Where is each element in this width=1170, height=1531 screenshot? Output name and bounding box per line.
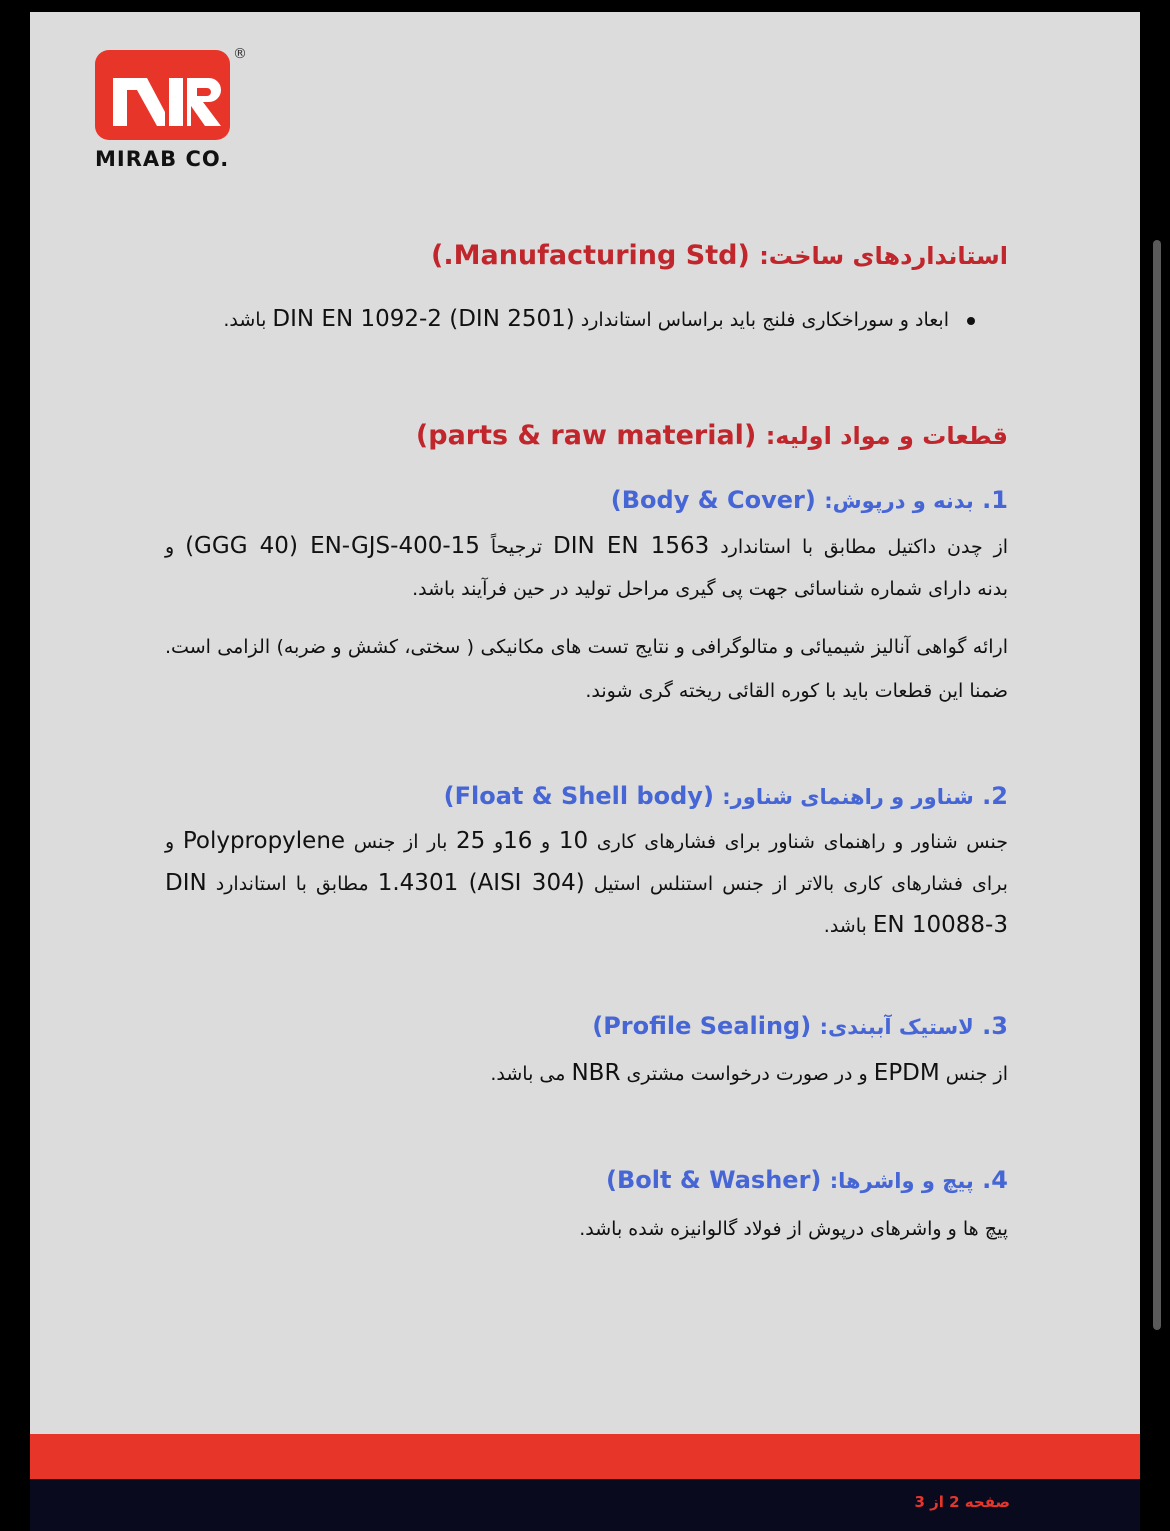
body-cover-line3: ارائه گواهی آنالیز شیمیائی و متالوگرافی و نتایج تست های مکانیکی ( سختی، کشش و ضربه) الزامی است.	[165, 636, 1008, 658]
manufacturing-heading: استانداردهای ساخت: (Manufacturing Std.)	[431, 240, 1008, 271]
bullet-icon	[967, 317, 975, 325]
bolt-line: پیچ ها و واشرهای درپوش از فولاد گالوانیزه شده باشد.	[579, 1218, 1008, 1240]
sealing-heading: 3. لاستیک آببندی: (Profile Sealing)	[592, 1012, 1008, 1040]
parts-heading: قطعات و مواد اولیه: (parts & raw material)	[415, 420, 1008, 451]
body-cover-line2: بدنه دارای شماره شناسائی جهت پی گیری مراحل تولید در حین فرآیند باشد.	[412, 578, 1008, 600]
float-line3: EN 10088-3 باشد.	[823, 912, 1008, 938]
float-heading: 2. شناور و راهنمای شناور: (Float & Shell body)	[443, 782, 1008, 810]
body-cover-line4: ضمنا این قطعات باید با کوره القائی ریخته گری شوند.	[585, 680, 1008, 702]
manufacturing-bullet: ابعاد و سوراخکاری فلنج باید براساس استاندارد DIN EN 1092-2 (DIN 2501) باشد.	[165, 308, 975, 331]
logo-mark	[95, 50, 230, 140]
footer-red-bar	[30, 1434, 1140, 1479]
float-line1: جنس شناور و راهنمای شناور برای فشارهای کاری 10 و 16و 25 بار از جنس Polypropylene و	[165, 828, 1009, 854]
logo-text: MIRAB CO.	[95, 147, 230, 171]
company-logo	[95, 46, 285, 180]
footer	[30, 1479, 1140, 1531]
scrollbar[interactable]	[1153, 240, 1161, 1330]
bolt-heading: 4. پیچ و واشرها: (Bolt & Washer)	[606, 1166, 1008, 1194]
float-line2: برای فشارهای کاری بالاتر از جنس استنلس استیل 1.4301 (AISI 304) مطابق با استاندارد DIN	[165, 870, 1008, 896]
page-number: صفحه 2 از 3	[914, 1493, 1010, 1511]
sealing-line: از جنس EPDM و در صورت درخواست مشتری NBR می باشد.	[490, 1060, 1008, 1086]
body-cover-line1: از چدن داکتیل مطابق با استاندارد DIN EN 1563 ترجیحاً (GGG 40) EN-GJS-400-15 و	[165, 533, 1009, 559]
registered-mark: ®	[233, 46, 247, 62]
body-cover-heading: 1. بدنه و درپوش: (Body & Cover)	[610, 486, 1008, 514]
